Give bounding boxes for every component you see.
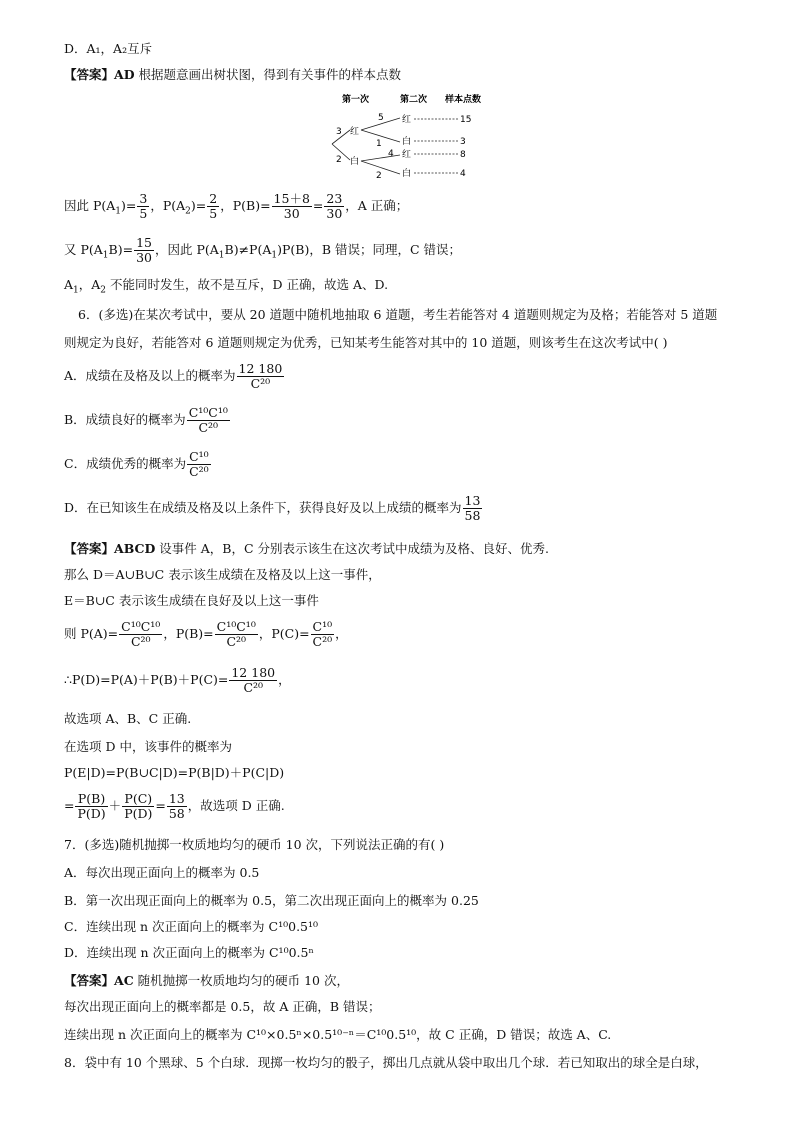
question-8: 8．袋中有 10 个黑球、5 个白球．现掷一枚均匀的骰子，掷出几点就从袋中取出几个球．若已知取出的球全是白球， [64,1055,708,1070]
tree-node-red: 红 [350,127,360,137]
tree-diagram [330,92,500,180]
tree-node-white: 白 [350,157,360,167]
tree-count-4: 4 [460,169,466,179]
tree-label-5: 5 [378,113,384,123]
tree-label-3: 3 [336,127,342,137]
answer-tag: 【答案】AD [64,67,135,82]
answer-6-line-1: 那么 D＝A∪B∪C 表示该生成绩在及格及以上这一事件， [64,567,381,582]
answer-7-line-1: 每次出现正面向上的概率都是 0.5，故 A 正确，B 错误； [64,999,381,1014]
tree-label-1: 1 [376,139,382,149]
tree-count-8: 8 [460,150,466,160]
tree-leaf-white-2: 白 [402,169,412,179]
prob-line-2: 又 $P(A_1B)=$ $\frac{15}{30}$ ，因此 $P(A_1B)\ne P(A_1)P(B)$，B 错误；同理，C 错误； [64,235,462,265]
tree-leaf-red-1: 红 [402,115,412,125]
tree-label-2b: 2 [376,171,382,180]
question-7-option-d: D．连续出现 n 次正面向上的概率为 C¹⁰0.5ⁿ [64,945,314,960]
question-7-option-c: C．连续出现 n 次正面向上的概率为 C¹⁰0.5¹⁰ [64,919,319,934]
answer-6-line-2: E＝B∪C 表示该生成绩在良好及以上这一事件 [64,593,319,608]
question-7-option-a: A．每次出现正面向上的概率为 0.5 [64,865,260,880]
option-d-prev: D．A₁，A₂互斥 [64,41,153,56]
prob-line-3: $A_1$，$A_2$ 不能同时发生，故不是互斥，D 正确，故选 A、D. [64,277,389,296]
question-7-option-b: B．第一次出现正面向上的概率为 0.5，第二次出现正面向上的概率为 0.25 [64,893,479,908]
tree-header-first: 第一次 [342,95,370,105]
answer-6: 【答案】ABCD 设事件 A，B，C 分别表示该生在这次考试中成绩为及格、良好、优秀. [64,541,549,556]
tree-header-second: 第二次 [400,95,428,105]
answer-6-line-5: 故选项 A、B、C 正确. [64,711,192,726]
tree-leaf-red-2: 红 [402,150,412,160]
question-7: 7．(多选)随机抛掷一枚质地均匀的硬币 10 次，下列说法正确的有( ) [64,837,445,852]
question-6-option-d: D．在已知该生在成绩及格及以上条件下，获得良好及以上成绩的概率为 $\frac{13}{58}$ [64,493,481,523]
tree-label-4: 4 [388,149,394,159]
tree-label-2: 2 [336,155,342,165]
answer-text: 根据题意画出树状图，得到有关事件的样本点数 [134,67,402,82]
tree-count-15: 15 [460,115,472,125]
question-6-line-2: 则规定为良好，若能答对 6 道题则规定为优秀，已知某考生能答对其中的 10 道题，则该考生在这次考试中( ) [64,335,668,350]
question-6-option-b: B．成绩良好的概率为 $\frac{\text{C¹⁰C¹⁰}}{\text{C²⁰}}$ [64,405,228,435]
answer-6-line-8: = $\frac{P(B)}{P(D)}$ ＋ $\frac{P(C)}{P(D)}$ = $\frac{13}{58}$ ，故选项 D 正确. [64,791,285,821]
answer-6-line-3: 则 P(A)= $\frac{\text{C¹⁰C¹⁰}}{\text{C²⁰}}$ ，P(B)= $\frac{\text{C¹⁰C¹⁰}}{\text{C²⁰}}$ ，P(C)= $\frac{\text{C¹⁰}}{\text{C²⁰}}$ ， [64,619,348,649]
answer-6-line-6: 在选项 D 中，该事件的概率为 [64,739,232,754]
answer-5 [64,66,401,84]
question-6-option-a: A．成绩在及格及以上的概率为 $\frac{12 180}{\text{C²⁰}}$ [64,361,283,391]
answer-6-line-4: ∴P(D)=P(A)＋P(B)＋P(C)= $\frac{12 180}{\text{C²⁰}}$ ， [64,665,291,695]
answer-6-line-7: P(E|D)=P(B∪C|D)=P(B|D)＋P(C|D) [64,765,285,780]
answer-7-line-2: 连续出现 n 次正面向上的概率为 C¹⁰×0.5ⁿ×0.5¹⁰⁻ⁿ＝C¹⁰0.5¹⁰，故 C 正确，D 错误；故选 A、C. [64,1027,612,1042]
question-6-option-c: C．成绩优秀的概率为 $\frac{\text{C¹⁰}}{\text{C²⁰}}$ [64,449,209,479]
prob-line-1: 因此 $P(A_1)=$ $\frac{3}{5}$ ，$P(A_2)=$ $\frac{2}{5}$ ，P(B)= $\frac{15+8}{30}$ = $\frac{23}{30}$ ，A 正确； [64,191,409,221]
tree-count-3: 3 [460,137,466,147]
tree-header-count: 样本点数 [445,95,482,105]
answer-7: 【答案】AC 随机抛掷一枚质地均匀的硬币 10 次， [64,973,349,988]
question-6-line-1: 6．(多选)在某次考试中，要从 20 道题中随机地抽取 6 道题，考生若能答对 4 道题则规定为及格；若能答对 5 道题 [78,307,718,322]
tree-leaf-white-1: 白 [402,137,412,147]
